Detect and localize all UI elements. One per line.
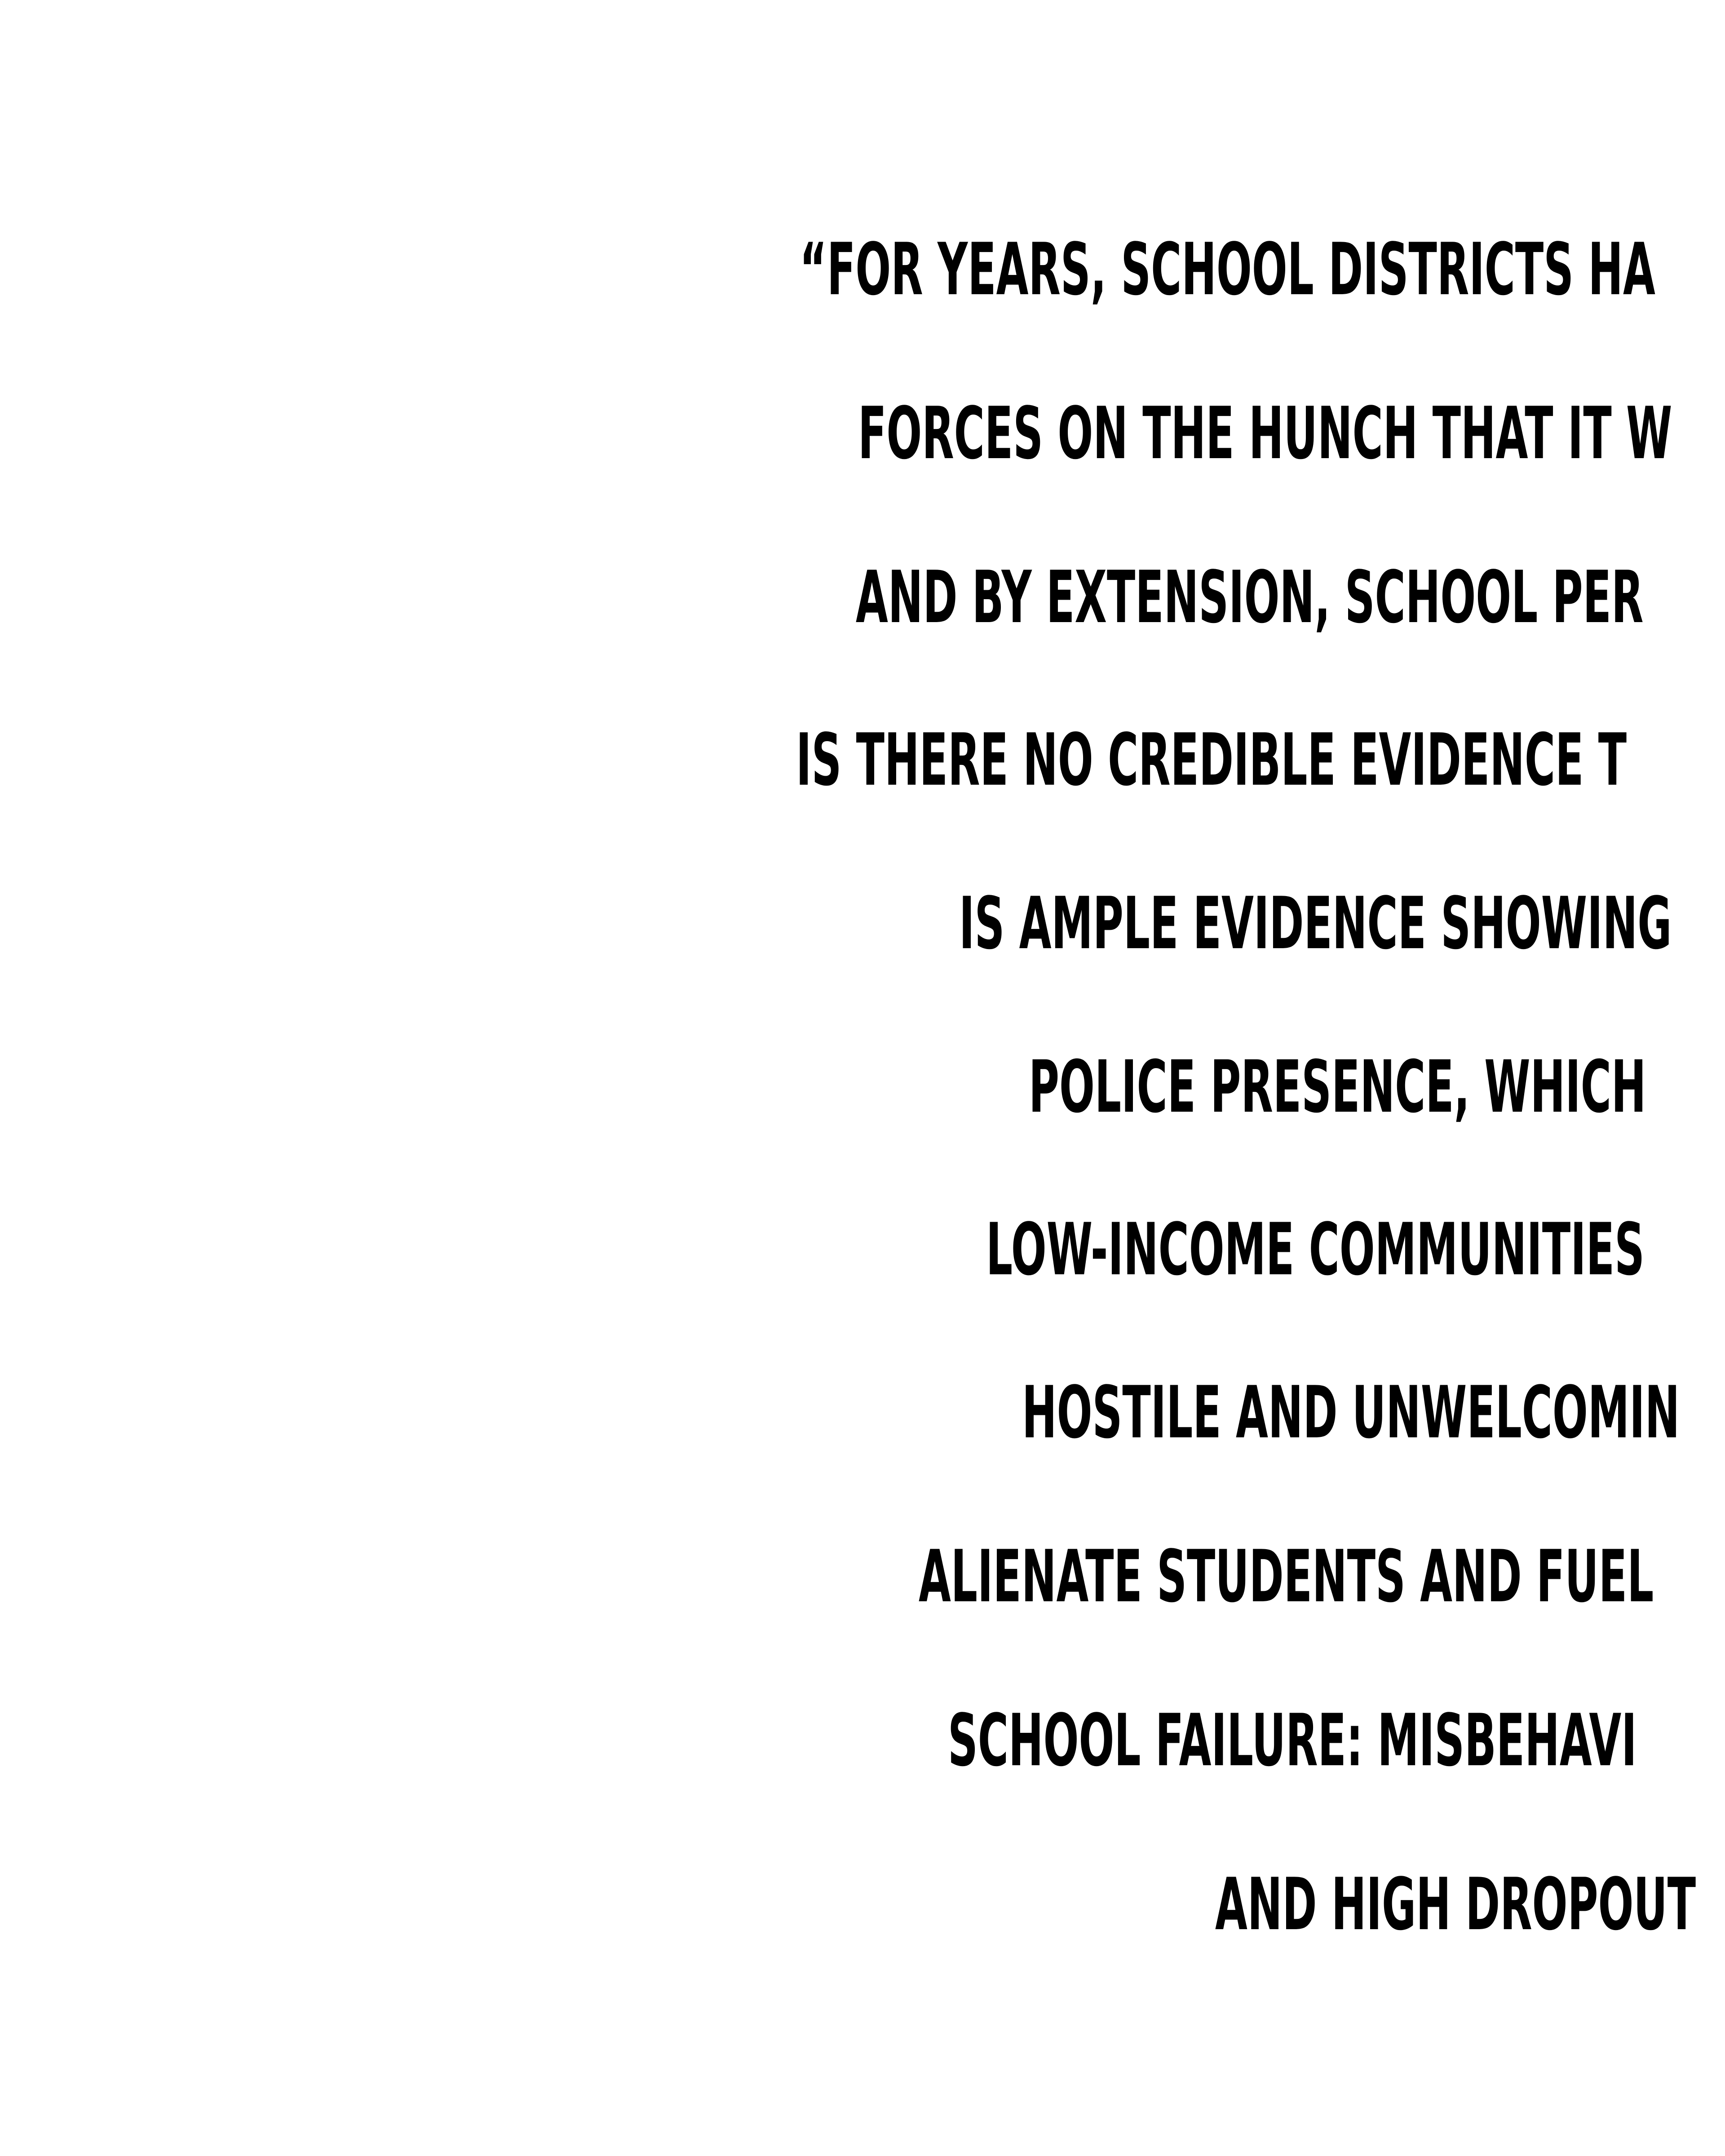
quote-line: SCHOOL FAILURE: MISBEHAVI [948, 1698, 1637, 1782]
quote-line: AND BY EXTENSION, SCHOOL PER [856, 555, 1644, 639]
quote-line: ALIENATE STUDENTS AND FUEL [919, 1534, 1654, 1618]
quote-line: AND HIGH DROPOUT [1215, 1862, 1696, 1946]
quote-line: FORCES ON THE HUNCH THAT IT W [858, 391, 1672, 475]
quote-line: LOW-INCOME COMMUNITIES [986, 1207, 1645, 1291]
quote-line: IS THERE NO CREDIBLE EVIDENCE T [796, 718, 1627, 802]
quote-line: POLICE PRESENCE, WHICH [1029, 1045, 1646, 1129]
quote-line: “FOR YEARS, SCHOOL DISTRICTS HA [800, 227, 1655, 311]
quote-line: HOSTILE AND UNWELCOMIN [1022, 1370, 1680, 1454]
quote-line: IS AMPLE EVIDENCE SHOWING [959, 881, 1672, 965]
